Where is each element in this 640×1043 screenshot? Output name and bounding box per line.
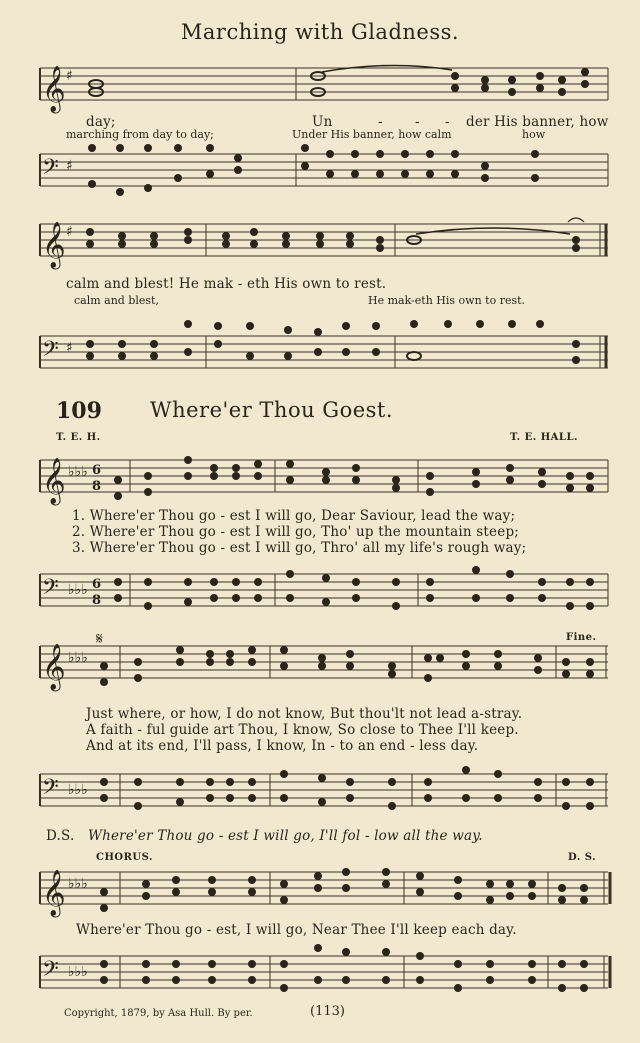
lyric-line: how [522,128,546,141]
svg-text:8: 8 [92,593,102,608]
svg-text:8: 8 [92,479,102,494]
fine-marking: Fine. [566,632,597,643]
lyric-line: Under His banner, how calm [292,128,452,141]
chorus-line: Where'er Thou go - est, I will go, Near Thee I'll keep each day. [76,922,517,938]
bass-staff [0,950,640,1000]
svg-text:♭♭♭: ♭♭♭ [68,964,88,980]
svg-text:𝄞: 𝄞 [42,458,66,504]
svg-text:𝄢: 𝄢 [42,575,59,605]
page-number: (113) [310,1004,345,1019]
svg-text:𝄢: 𝄢 [42,155,59,185]
lyric-line: marching from day to day; [66,128,214,141]
svg-text:𝄞: 𝄞 [42,644,66,690]
svg-text:𝄞: 𝄞 [42,222,66,268]
ds-label: D. S. [568,852,597,863]
refrain-line-1: Just where, or how, I do not know, But thou'lt not lead a-stray. [86,706,523,722]
svg-text:𝄢: 𝄢 [42,775,59,805]
refrain-line-3: And at its end, I'll pass, I know, In - to an end - less day. [86,738,479,754]
lyric-line: calm and blest, [74,294,159,307]
svg-text:6: 6 [92,463,102,478]
lyric-word: der His banner, how [466,114,609,130]
ds-line: Where'er Thou go - est I will go, I'll fol - low all the way. [88,828,483,844]
bass-staff [0,330,640,380]
hymn-title: Where'er Thou Goest. [150,398,394,422]
svg-text:♭♭♭: ♭♭♭ [68,582,88,598]
lyric-word: Un [312,114,333,130]
chorus-label: CHORUS. [96,852,153,863]
svg-text:𝄞: 𝄞 [42,66,66,112]
svg-text:♯: ♯ [66,340,73,356]
svg-text:𝄋: 𝄋 [96,629,103,648]
treble-staff [0,454,640,504]
lyric-hyphen: - [378,114,383,130]
refrain-line-2: A faith - ful guide art Thou, I know, So close to Thee I'll keep. [86,722,519,738]
ds-prefix: D.S. [46,828,75,844]
lyric-word: day; [86,114,116,130]
lyric-hyphen: - [415,114,420,130]
bass-staff [0,568,640,618]
svg-text:♭♭♭: ♭♭♭ [68,650,88,666]
bass-staff [0,148,640,208]
copyright-notice: Copyright, 1879, by Asa Hull. By per. [64,1008,253,1019]
verse-2: 2. Where'er Thou go - est I will go, Tho' up the mountain steep; [72,524,520,540]
author-credit: T. E. H. [56,432,101,443]
verse-3: 3. Where'er Thou go - est I will go, Thro' all my life's rough way; [72,540,527,556]
treble-staff [0,866,640,916]
svg-text:♭♭♭: ♭♭♭ [68,464,88,480]
lyric-hyphen: - [445,114,450,130]
composer-credit: T. E. HALL. [510,432,578,443]
treble-staff [0,218,640,268]
hymn-number: 109 [56,398,102,424]
svg-text:♭♭♭: ♭♭♭ [68,782,88,798]
svg-text:𝄞: 𝄞 [42,870,66,916]
bass-staff [0,768,640,818]
hymn-title: Marching with Gladness. [180,20,460,44]
svg-text:𝄢: 𝄢 [42,337,59,367]
lyric-line: calm and blest! He mak - eth His own to rest. [66,276,387,292]
svg-text:♯: ♯ [66,224,73,240]
svg-text:𝄢: 𝄢 [42,957,59,987]
svg-text:♯: ♯ [66,68,73,84]
lyric-line: He mak-eth His own to rest. [368,294,526,307]
treble-staff [0,62,640,112]
svg-text:6: 6 [92,577,102,592]
svg-text:♯: ♯ [66,158,73,174]
verse-1: 1. Where'er Thou go - est I will go, Dear Saviour, lead the way; [72,508,516,524]
svg-text:♭♭♭: ♭♭♭ [68,876,88,892]
